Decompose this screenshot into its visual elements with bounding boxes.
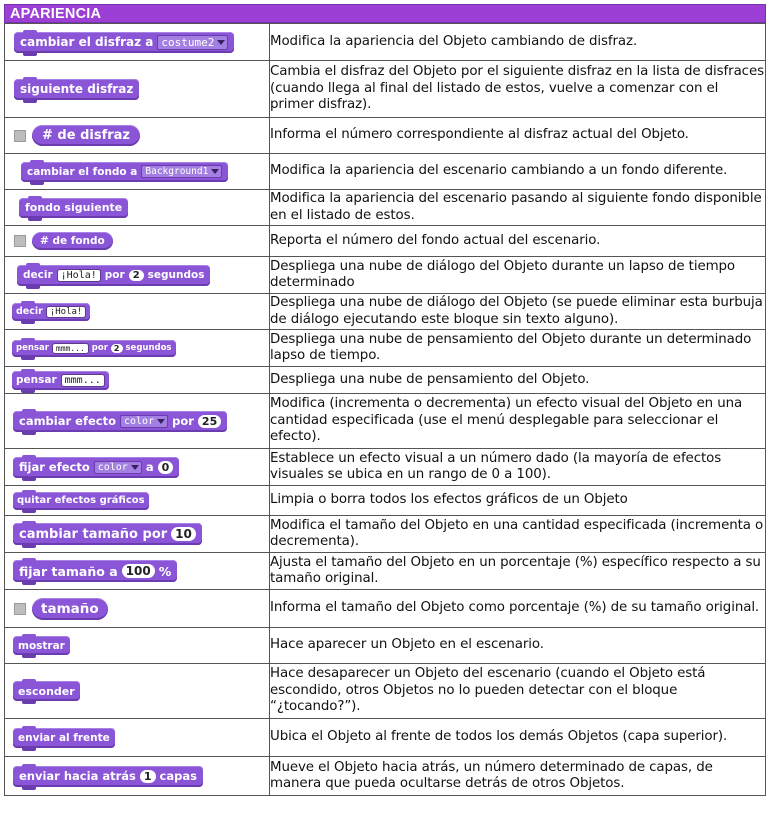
next-backdrop-block[interactable]: fondo siguiente bbox=[19, 198, 128, 218]
row-description: Modifica la apariencia del Objeto cambiando de disfraz. bbox=[270, 24, 766, 61]
show-checkbox[interactable] bbox=[14, 235, 26, 247]
table-row bbox=[5, 486, 766, 516]
chevron-down-icon bbox=[157, 419, 165, 424]
switch-costume-block[interactable]: cambiar el disfraz a costume2 bbox=[14, 32, 234, 53]
row-description: Despliega una nube de diálogo del Objeto (se puede eliminar esta burbuja de diálogo ejecutando este bloque sin texto alguno). bbox=[270, 294, 766, 330]
row-description: Informa el tamaño del Objeto como porcentaje (%) de su tamaño original. bbox=[270, 590, 766, 628]
set-size-block[interactable]: fijar tamaño a 100 % bbox=[13, 560, 177, 582]
show-checkbox[interactable] bbox=[14, 603, 26, 615]
think-for-secs-block[interactable]: pensar mmm... por 2 segundos bbox=[12, 340, 176, 357]
row-description: Mueve el Objeto hacia atrás, un número determinado de capas, de manera que pueda ocultarse detrás de otros Objetos. bbox=[270, 757, 766, 796]
value-number-input[interactable]: 0 bbox=[158, 461, 174, 474]
table-row bbox=[5, 394, 766, 449]
size-number-input[interactable]: 10 bbox=[171, 527, 196, 541]
set-effect-block[interactable]: fijar efecto color a 0 bbox=[13, 457, 179, 478]
chevron-down-icon bbox=[131, 465, 139, 470]
table-row bbox=[5, 226, 766, 257]
backdrop-dropdown[interactable]: Background1 bbox=[141, 165, 222, 178]
row-description: Modifica la apariencia del escenario pasando al siguiente fondo disponible en el listado de estos. bbox=[270, 190, 766, 226]
table-row bbox=[5, 61, 766, 118]
row-description: Hace aparecer un Objeto en el escenario. bbox=[270, 628, 766, 664]
table-row bbox=[5, 664, 766, 719]
row-description: Despliega una nube de pensamiento del Objeto. bbox=[270, 367, 766, 394]
table-row bbox=[5, 154, 766, 190]
row-description: Ajusta el tamaño del Objeto en un porcentaje (%) específico respecto a su tamaño original. bbox=[270, 553, 766, 590]
table-row bbox=[5, 367, 766, 394]
say-text-input[interactable]: ¡Hola! bbox=[57, 269, 101, 282]
row-description: Hace desaparecer un Objeto del escenario (cuando el Objeto está escondido, otros Objetos no lo pueden detectar con el bloque “¿tocando?”). bbox=[270, 664, 766, 719]
table-row bbox=[5, 628, 766, 664]
table-row bbox=[5, 590, 766, 628]
size-reporter[interactable]: tamaño bbox=[32, 598, 108, 620]
table-row bbox=[5, 516, 766, 553]
row-description: Reporta el número del fondo actual del escenario. bbox=[270, 226, 766, 257]
row-description: Cambia el disfraz del Objeto por el siguiente disfraz en la lista de disfraces (cuando llega al final del listado de estos, vuelve a comenzar con el primer disfraz). bbox=[270, 61, 766, 118]
layers-number-input[interactable]: 1 bbox=[140, 770, 156, 783]
table-row bbox=[5, 257, 766, 294]
row-description: Modifica (incrementa o decrementa) un efecto visual del Objeto en una cantidad especificada (use el menú desplegable para seleccionar el efecto). bbox=[270, 394, 766, 449]
table-row bbox=[5, 24, 766, 61]
chevron-down-icon bbox=[211, 169, 219, 174]
blocks-table bbox=[4, 23, 766, 796]
table-row bbox=[5, 719, 766, 757]
next-costume-block[interactable]: siguiente disfraz bbox=[14, 79, 139, 100]
costume-dropdown[interactable]: costume2 bbox=[157, 35, 228, 50]
backdrop-number-reporter[interactable]: # de fondo bbox=[32, 232, 113, 250]
think-text-input[interactable]: mmm... bbox=[52, 343, 89, 354]
effect-dropdown[interactable]: color bbox=[94, 461, 142, 474]
table-row bbox=[5, 190, 766, 226]
say-for-secs-block[interactable]: decir ¡Hola! por 2 segundos bbox=[17, 265, 210, 286]
show-checkbox[interactable] bbox=[14, 130, 26, 142]
table-row bbox=[5, 757, 766, 796]
change-size-block[interactable]: cambiar tamaño por 10 bbox=[13, 523, 202, 545]
row-description: Ubica el Objeto al frente de todos los demás Objetos (capa superior). bbox=[270, 719, 766, 757]
secs-number-input[interactable]: 2 bbox=[129, 270, 144, 281]
table-row bbox=[5, 553, 766, 590]
say-text-input[interactable]: ¡Hola! bbox=[46, 306, 87, 318]
row-description: Despliega una nube de pensamiento del Objeto durante un determinado lapso de tiempo. bbox=[270, 330, 766, 367]
table-row bbox=[5, 449, 766, 486]
row-description: Modifica la apariencia del escenario cambiando a un fondo diferente. bbox=[270, 154, 766, 190]
think-text-input[interactable]: mmm... bbox=[61, 374, 105, 387]
section-header bbox=[4, 4, 766, 23]
costume-number-reporter[interactable]: # de disfraz bbox=[32, 125, 140, 146]
clear-graphic-effects-block[interactable]: quitar efectos gráficos bbox=[13, 492, 149, 510]
section-title: APARIENCIA bbox=[10, 6, 102, 22]
table-row bbox=[5, 294, 766, 330]
row-description: Despliega una nube de diálogo del Objeto durante un lapso de tiempo determinado bbox=[270, 257, 766, 294]
table-row bbox=[5, 330, 766, 367]
effect-dropdown[interactable]: color bbox=[120, 415, 168, 428]
think-block[interactable]: pensar mmm... bbox=[12, 371, 109, 390]
say-block[interactable]: decir ¡Hola! bbox=[12, 303, 90, 321]
chevron-down-icon bbox=[217, 40, 225, 45]
change-number-input[interactable]: 25 bbox=[198, 415, 221, 428]
hide-block[interactable]: esconder bbox=[13, 681, 80, 701]
show-block[interactable]: mostrar bbox=[13, 636, 70, 655]
row-description: Informa el número correspondiente al disfraz actual del Objeto. bbox=[270, 118, 766, 154]
row-description: Establece un efecto visual a un número dado (la mayoría de efectos visuales se ubica en un rango de 0 a 100). bbox=[270, 449, 766, 486]
row-description: Modifica el tamaño del Objeto en una cantidad especificada (incrementa o decrementa). bbox=[270, 516, 766, 553]
row-description: Limpia o borra todos los efectos gráficos de un Objeto bbox=[270, 486, 766, 516]
switch-backdrop-block[interactable]: cambiar el fondo a Background1 bbox=[21, 162, 228, 182]
change-effect-block[interactable]: cambiar efecto color por 25 bbox=[13, 411, 227, 432]
table-row bbox=[5, 118, 766, 154]
size-percent-input[interactable]: 100 bbox=[122, 564, 155, 578]
go-back-layers-block[interactable]: enviar hacia atrás 1 capas bbox=[13, 766, 203, 787]
secs-number-input[interactable]: 2 bbox=[111, 344, 123, 353]
go-to-front-block[interactable]: enviar al frente bbox=[13, 728, 115, 748]
